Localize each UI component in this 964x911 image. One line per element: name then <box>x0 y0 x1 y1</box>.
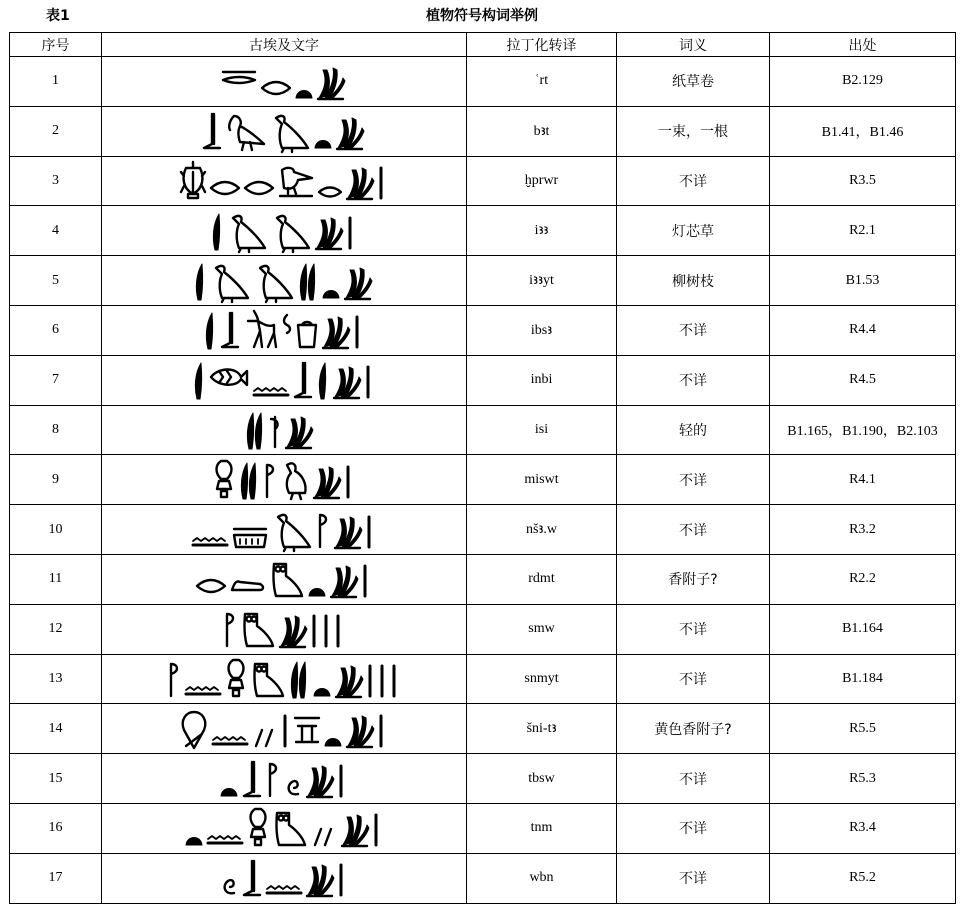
ar-sign-glyph <box>223 72 255 83</box>
source-cell: B1.164 <box>770 604 956 654</box>
hieroglyph-group <box>163 656 405 702</box>
row-number: 3 <box>10 156 102 206</box>
ibis-bird-glyph <box>229 116 264 150</box>
hieroglyph-group <box>216 855 352 901</box>
water-ripple-glyph <box>267 886 301 893</box>
hieroglyph-cell <box>102 654 467 704</box>
column-header-hieroglyphs: 古埃及文字 <box>102 33 467 57</box>
t-loaf-glyph <box>221 788 237 796</box>
plant-determinative-glyph <box>280 616 307 647</box>
table-row <box>10 57 956 107</box>
row-number: 7 <box>10 355 102 405</box>
hieroglyph-cell <box>102 604 467 654</box>
w-rope-glyph <box>289 781 298 794</box>
source-cell: R5.2 <box>770 853 956 903</box>
meaning-cell: 不详 <box>617 654 770 704</box>
milk-jug-glyph <box>251 809 266 845</box>
table-row <box>10 405 956 455</box>
vulture-bird-glyph <box>278 514 310 550</box>
plant-determinative-glyph <box>307 865 334 896</box>
water-ripple-glyph <box>213 737 247 744</box>
source-cell: R5.3 <box>770 754 956 804</box>
double-reed-glyph <box>241 463 255 499</box>
basket-pool-glyph <box>234 529 266 547</box>
meaning-cell: 一束，一根 <box>617 106 770 156</box>
plant-determinative-glyph <box>342 815 369 846</box>
vulture-bird-glyph <box>233 216 265 252</box>
source-cell: R2.1 <box>770 206 956 256</box>
reed-leaf-glyph <box>319 363 325 399</box>
plant-determinative-glyph <box>335 517 362 548</box>
swallow-bird-glyph <box>280 168 312 196</box>
hieroglyph-cell <box>102 305 467 355</box>
plant-determinative-glyph <box>337 118 364 149</box>
r-mouth-glyph <box>211 182 239 194</box>
owl-bird-glyph <box>244 614 273 646</box>
plant-sign-table <box>9 32 956 904</box>
meaning-cell: 不详 <box>617 355 770 405</box>
table-row <box>10 455 956 505</box>
lasso-glyph <box>183 712 206 748</box>
table-row <box>10 355 956 405</box>
owl-bird-glyph <box>273 564 302 596</box>
hieroglyph-cell <box>102 554 467 604</box>
table-row <box>10 853 956 903</box>
folded-cloth-glyph <box>267 465 273 497</box>
transliteration-cell: wbn <box>467 853 617 903</box>
b-leg-glyph <box>222 313 238 347</box>
transliteration-cell: iꜣꜣyt <box>467 256 617 306</box>
transliteration-cell: tbsw <box>467 754 617 804</box>
hieroglyph-cell <box>102 106 467 156</box>
source-cell: R3.2 <box>770 505 956 555</box>
hieroglyph-cell <box>102 57 467 107</box>
meaning-cell: 不详 <box>617 156 770 206</box>
t-loaf-glyph <box>296 91 312 99</box>
plant-determinative-glyph <box>336 666 363 697</box>
source-cell: B1.53 <box>770 256 956 306</box>
plant-determinative-glyph <box>345 268 372 299</box>
double-reed-glyph <box>300 264 314 300</box>
reed-leaf-glyph <box>206 313 212 349</box>
meaning-cell: 不详 <box>617 305 770 355</box>
hieroglyph-cell <box>102 754 467 804</box>
hieroglyph-group <box>217 58 351 104</box>
meaning-cell: 不详 <box>617 754 770 804</box>
hieroglyph-group <box>190 258 378 304</box>
source-cell: R3.4 <box>770 803 956 853</box>
transliteration-cell: bꜣt <box>467 106 617 156</box>
plant-determinative-glyph <box>286 417 313 448</box>
hieroglyph-cell <box>102 156 467 206</box>
water-ripple-glyph <box>186 687 220 694</box>
hieroglyph-group <box>209 457 359 503</box>
hieroglyph-group <box>176 706 392 752</box>
t-loaf-glyph <box>314 688 330 696</box>
t-loaf-glyph <box>315 141 331 149</box>
mouth-glyph <box>319 187 341 196</box>
b-leg-glyph <box>204 114 220 148</box>
folded-cloth-glyph <box>227 614 233 646</box>
hieroglyph-group <box>189 357 379 403</box>
row-number: 14 <box>10 704 102 754</box>
fish-glyph <box>211 370 247 386</box>
hieroglyph-group <box>207 208 361 254</box>
table-row <box>10 604 956 654</box>
source-cell: B1.165，B1.190，B2.103 <box>770 405 956 455</box>
row-number: 11 <box>10 554 102 604</box>
transliteration-cell: ibsꜣ <box>467 305 617 355</box>
column-header-transliteration: 拉丁化转译 <box>467 33 617 57</box>
hieroglyph-cell <box>102 803 467 853</box>
row-number: 13 <box>10 654 102 704</box>
plant-determinative-glyph <box>334 367 361 398</box>
double-reed-glyph <box>291 662 305 698</box>
plant-determinative-glyph <box>331 566 358 597</box>
table-title: 植物符号构词举例 <box>426 8 538 24</box>
r-mouth-glyph <box>262 82 290 94</box>
kid-animal-glyph <box>248 311 276 347</box>
transliteration-cell: smw <box>467 604 617 654</box>
column-header-number: 序号 <box>10 33 102 57</box>
meaning-cell: 香附子? <box>617 554 770 604</box>
transliteration-cell: iꜣꜣ <box>467 206 617 256</box>
vulture-bird-glyph <box>260 265 292 301</box>
plant-determinative-glyph <box>316 218 343 249</box>
source-cell: B1.184 <box>770 654 956 704</box>
t-loaf-glyph <box>309 589 325 597</box>
row-number: 12 <box>10 604 102 654</box>
transliteration-cell: snmyt <box>467 654 617 704</box>
table-row <box>10 554 956 604</box>
row-number: 16 <box>10 803 102 853</box>
hieroglyph-cell <box>102 355 467 405</box>
walking-legs-glyph <box>256 730 272 746</box>
meaning-cell: 柳树枝 <box>617 256 770 306</box>
source-cell: B1.41，B1.46 <box>770 106 956 156</box>
s-cloth-glyph <box>271 417 278 447</box>
table-row <box>10 654 956 704</box>
source-cell: R4.5 <box>770 355 956 405</box>
s-bolt-glyph <box>284 315 290 333</box>
r-mouth-glyph <box>197 580 225 592</box>
hieroglyph-cell <box>102 405 467 455</box>
table-row <box>10 505 956 555</box>
row-number: 2 <box>10 106 102 156</box>
plant-determinative-glyph <box>314 467 341 498</box>
hieroglyph-group <box>188 507 380 553</box>
reed-leaf-glyph <box>195 363 201 399</box>
r-mouth-glyph <box>245 182 273 194</box>
b-leg-glyph <box>295 363 311 397</box>
table-label: 表1 <box>46 8 70 24</box>
row-number: 1 <box>10 57 102 107</box>
source-cell: R4.4 <box>770 305 956 355</box>
row-number: 6 <box>10 305 102 355</box>
hieroglyph-group <box>200 307 368 353</box>
water-ripple-glyph <box>208 836 242 843</box>
table-row <box>10 803 956 853</box>
row-number: 15 <box>10 754 102 804</box>
meaning-cell: 轻的 <box>617 405 770 455</box>
hieroglyph-group <box>216 756 352 802</box>
plant-determinative-glyph <box>347 716 374 747</box>
water-ripple-glyph <box>254 388 288 395</box>
t-loaf-glyph <box>325 738 341 746</box>
row-number: 17 <box>10 853 102 903</box>
meaning-cell: 不详 <box>617 604 770 654</box>
table-row <box>10 256 956 306</box>
table-row <box>10 704 956 754</box>
transliteration-cell: nšꜣ.w <box>467 505 617 555</box>
hand-glyph <box>232 582 263 591</box>
meaning-cell: 不详 <box>617 455 770 505</box>
hieroglyph-cell <box>102 505 467 555</box>
folded-cloth-glyph <box>320 515 326 547</box>
column-header-source: 出处 <box>770 33 956 57</box>
plant-determinative-glyph <box>307 766 334 797</box>
hieroglyph-group <box>181 805 387 851</box>
plant-determinative-glyph <box>347 168 374 199</box>
source-cell: R2.2 <box>770 554 956 604</box>
hieroglyph-cell <box>102 704 467 754</box>
reed-leaf-glyph <box>213 214 219 250</box>
vulture-bird-glyph <box>277 216 309 252</box>
meaning-cell: 不详 <box>617 505 770 555</box>
vulture-bird-glyph <box>276 116 308 152</box>
hieroglyph-group <box>176 158 392 204</box>
hieroglyph-group <box>219 606 349 652</box>
source-cell: R5.5 <box>770 704 956 754</box>
hieroglyph-cell <box>102 256 467 306</box>
hieroglyph-group <box>198 108 370 154</box>
source-cell: B2.129 <box>770 57 956 107</box>
folded-cloth-glyph <box>171 664 177 696</box>
meaning-cell: 灯芯草 <box>617 206 770 256</box>
plant-determinative-glyph <box>318 68 345 99</box>
transliteration-cell: šni-tꜣ <box>467 704 617 754</box>
vulture-bird-glyph <box>216 265 248 301</box>
row-number: 9 <box>10 455 102 505</box>
reed-leaf-glyph <box>196 264 202 300</box>
w-rope-glyph <box>225 880 234 893</box>
b-leg-glyph <box>244 861 260 895</box>
transliteration-cell: inbi <box>467 355 617 405</box>
table-row <box>10 206 956 256</box>
walking-legs-glyph <box>315 829 331 845</box>
b-leg-glyph <box>244 762 260 796</box>
meaning-cell: 不详 <box>617 803 770 853</box>
milk-jug-glyph <box>229 660 244 696</box>
row-number: 8 <box>10 405 102 455</box>
t-loaf-glyph <box>323 290 339 298</box>
hieroglyph-cell <box>102 455 467 505</box>
folded-cloth-glyph <box>270 764 276 796</box>
table-header-row <box>10 33 956 57</box>
quail-chick-glyph <box>287 463 306 499</box>
row-number: 4 <box>10 206 102 256</box>
owl-bird-glyph <box>276 813 305 845</box>
hieroglyph-cell <box>102 853 467 903</box>
column-header-meaning: 词义 <box>617 33 770 57</box>
scarab-beetle-glyph <box>181 162 205 198</box>
meaning-cell: 黄色香附子? <box>617 704 770 754</box>
transliteration-cell: miswt <box>467 455 617 505</box>
transliteration-cell: rdmt <box>467 554 617 604</box>
transliteration-cell: isi <box>467 405 617 455</box>
hieroglyph-group <box>241 407 327 453</box>
pool-water-glyph <box>295 718 319 742</box>
hieroglyph-cell <box>102 206 467 256</box>
transliteration-cell: ʿrt <box>467 57 617 107</box>
meaning-cell: 不详 <box>617 853 770 903</box>
milk-jug-glyph <box>217 461 232 497</box>
source-cell: R3.5 <box>770 156 956 206</box>
transliteration-cell: tnm <box>467 803 617 853</box>
table-row <box>10 754 956 804</box>
table-row <box>10 106 956 156</box>
plant-determinative-glyph <box>323 317 350 348</box>
double-reed-glyph <box>247 413 261 449</box>
meaning-cell: 纸草卷 <box>617 57 770 107</box>
row-number: 10 <box>10 505 102 555</box>
jar-stand-glyph <box>298 322 316 347</box>
transliteration-cell: ḫprwr <box>467 156 617 206</box>
t-loaf-glyph <box>186 838 202 846</box>
source-cell: R4.1 <box>770 455 956 505</box>
table-row <box>10 156 956 206</box>
water-ripple-glyph <box>193 538 227 545</box>
owl-bird-glyph <box>254 664 283 696</box>
table-row <box>10 305 956 355</box>
row-number: 5 <box>10 256 102 306</box>
hieroglyph-group <box>192 556 376 602</box>
